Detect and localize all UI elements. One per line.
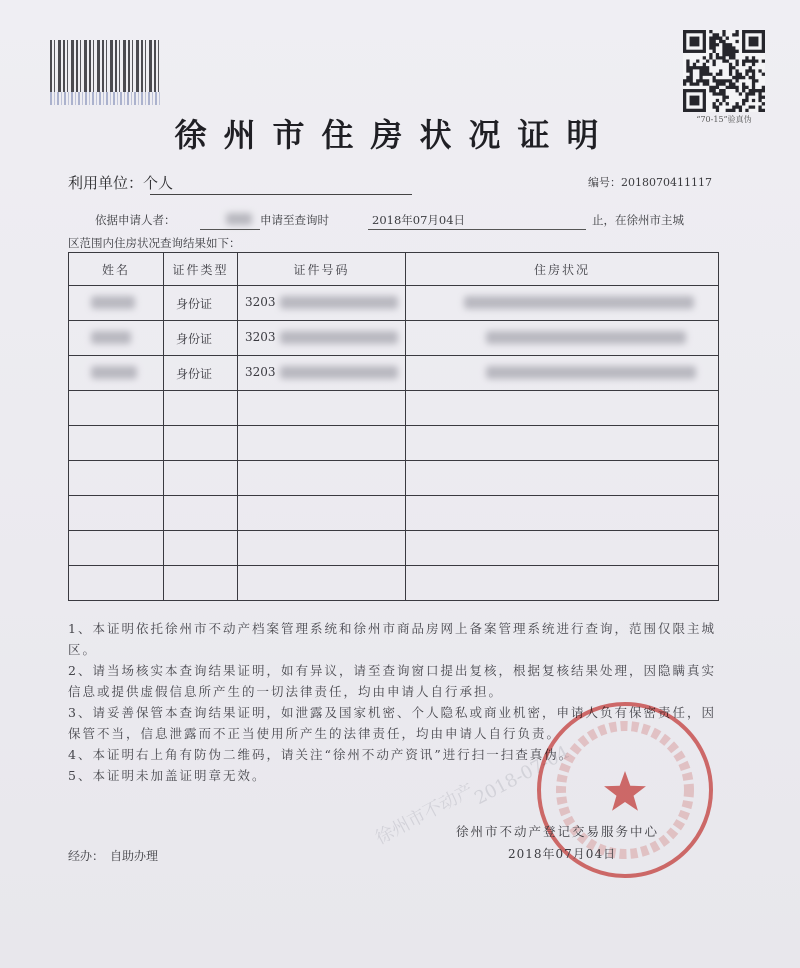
housing-status-redacted	[464, 296, 694, 309]
housing-status-redacted	[486, 366, 696, 379]
empty-cell	[69, 531, 164, 566]
query-label: 申请至查询时	[260, 213, 329, 227]
issuing-organization: 徐州市不动产登记交易服务中心	[456, 824, 660, 839]
applicant-label: 依据申请人者：	[95, 213, 176, 227]
empty-cell	[238, 391, 406, 426]
seal-star-icon	[604, 771, 646, 811]
empty-cell	[406, 461, 719, 496]
empty-cell	[406, 566, 719, 601]
serial-label: 编号：	[588, 176, 621, 189]
serial-value: 2018070411117	[621, 176, 712, 189]
id-number-redacted	[280, 366, 398, 379]
column-header-name: 姓名	[69, 253, 164, 286]
table-row	[69, 286, 719, 321]
empty-cell	[164, 566, 238, 601]
housing-status-redacted	[486, 331, 686, 344]
housing-records-table	[68, 252, 719, 601]
note-item: 3、请妥善保管本查询结果证明，如泄露及国家机密、个人隐私或商业机密，申请人负有保密责任，因保管不当，信息泄露而不正当使用所产生的法律责任，均由申请人自行负责。	[68, 705, 716, 741]
unit-underline	[150, 194, 412, 195]
table-row	[69, 321, 719, 356]
handler-value: 自助办理	[110, 849, 159, 863]
id-number-redacted	[280, 296, 398, 309]
empty-cell	[238, 426, 406, 461]
unit-label: 利用单位：	[68, 174, 144, 192]
empty-cell	[406, 531, 719, 566]
empty-cell	[164, 496, 238, 531]
query-date-underline	[368, 229, 586, 230]
note-item: 2、请当场核实本查询结果证明，如有异议，请至查询窗口提出复核，根据复核结果处理，因隐瞒真实信息或提供虚假信息所产生的一切法律责任，均由申请人自行承担。	[68, 663, 716, 699]
table-header-row	[69, 253, 719, 286]
watermark-date: 2018-07-04	[471, 741, 573, 810]
qr-finder-top-left	[683, 30, 706, 53]
serial-number	[588, 174, 712, 190]
id-type: 身份证	[176, 332, 213, 346]
column-header-id-number: 证件号码	[238, 253, 406, 286]
housing-status-cell	[406, 286, 719, 321]
watermark-org: 徐州市不动产	[372, 779, 478, 849]
empty-table-row	[69, 426, 719, 461]
name-cell	[69, 356, 164, 391]
name-redacted	[91, 331, 131, 344]
housing-status-cell	[406, 321, 719, 356]
intro-line-2: 区范围内住房状况查询结果如下：	[68, 236, 241, 250]
qr-code	[683, 30, 765, 112]
applicant-name-redacted	[226, 213, 252, 225]
qr-finder-top-right	[742, 30, 765, 53]
empty-cell	[238, 461, 406, 496]
note-item: 4、本证明右上角有防伪二维码，请关注“徐州不动产资讯”进行扫一扫查真伪。	[68, 747, 574, 762]
note-item: 1、本证明依托徐州市不动产档案管理系统和徐州市商品房网上备案管理系统进行查询，范围仅限主城区。	[68, 621, 716, 657]
barcode	[50, 40, 160, 92]
issue-date: 2018年07月04日	[508, 847, 617, 861]
empty-cell	[69, 391, 164, 426]
empty-table-row	[69, 531, 719, 566]
id-type-cell	[164, 356, 238, 391]
qr-caption: “70-15”验真伪	[696, 115, 752, 124]
empty-table-row	[69, 461, 719, 496]
empty-table-row	[69, 496, 719, 531]
id-number-cell	[238, 321, 406, 356]
empty-cell	[406, 426, 719, 461]
table-row	[69, 356, 719, 391]
id-prefix: 3203	[245, 365, 276, 379]
name-cell	[69, 321, 164, 356]
until-text: 止，在徐州市主城	[592, 213, 684, 227]
handler-label: 经办：	[68, 849, 105, 863]
empty-cell	[164, 461, 238, 496]
empty-cell	[69, 496, 164, 531]
id-number-cell	[238, 286, 406, 321]
column-header-housing-status: 住房状况	[406, 253, 719, 286]
empty-cell	[164, 426, 238, 461]
id-number-redacted	[280, 331, 398, 344]
name-redacted	[91, 296, 135, 309]
id-number-cell	[238, 356, 406, 391]
id-type-cell	[164, 321, 238, 356]
unit-line	[68, 172, 173, 193]
empty-cell	[69, 461, 164, 496]
empty-cell	[69, 426, 164, 461]
qr-finder-bottom-left	[683, 89, 706, 112]
empty-cell	[164, 391, 238, 426]
empty-cell	[406, 496, 719, 531]
note-item: 5、本证明未加盖证明章无效。	[68, 768, 267, 783]
barcode-lower	[50, 92, 160, 105]
id-prefix: 3203	[245, 330, 276, 344]
id-type-cell	[164, 286, 238, 321]
empty-table-row	[69, 566, 719, 601]
unit-value: 个人	[143, 174, 174, 192]
empty-cell	[238, 531, 406, 566]
empty-cell	[164, 531, 238, 566]
empty-table-row	[69, 391, 719, 426]
id-type: 身份证	[176, 367, 213, 381]
empty-cell	[238, 566, 406, 601]
applicant-underline	[200, 229, 260, 230]
empty-cell	[406, 391, 719, 426]
empty-cell	[238, 496, 406, 531]
column-header-id-type: 证件类型	[164, 253, 238, 286]
empty-cell	[69, 566, 164, 601]
id-prefix: 3203	[245, 295, 276, 309]
name-cell	[69, 286, 164, 321]
name-redacted	[91, 366, 137, 379]
query-date: 2018年07月04日	[372, 213, 466, 227]
housing-status-cell	[406, 356, 719, 391]
id-type: 身份证	[176, 297, 213, 311]
document-title: 徐州市住房状况证明	[174, 116, 616, 154]
